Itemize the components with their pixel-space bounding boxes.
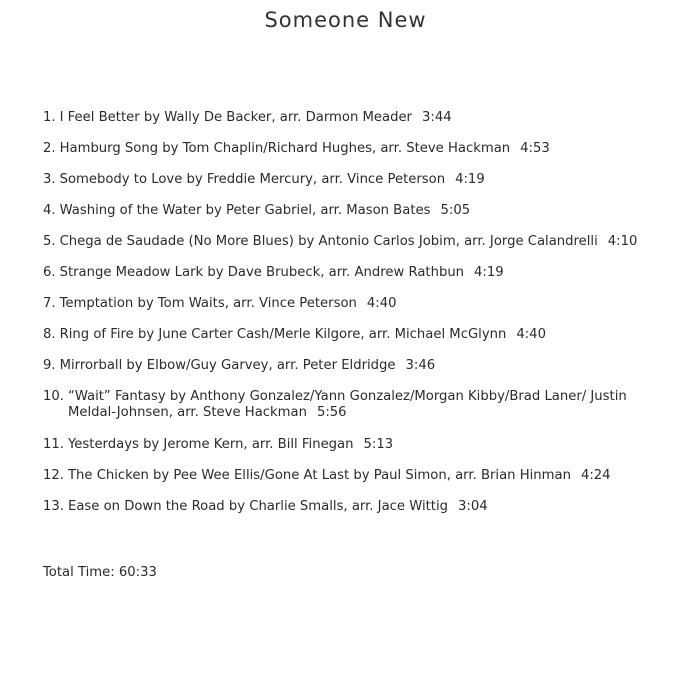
track-duration: 3:46 [405, 358, 436, 373]
track-number: 12. [43, 468, 64, 483]
track-item [43, 468, 683, 484]
track-duration: 4:40 [366, 296, 397, 311]
track-duration: 3:44 [421, 110, 452, 125]
track-number: 5. [43, 234, 56, 249]
album-title: Someone New [264, 8, 427, 32]
track-list [43, 110, 683, 530]
track-title: Ring of Fire by June Carter Cash/Merle Kilgore, arr. Michael McGlynn [59, 327, 507, 342]
track-number: 1. [43, 110, 56, 125]
track-item [43, 389, 683, 421]
track-title: I Feel Better by Wally De Backer, arr. Darmon Meader [59, 110, 412, 125]
track-title: Yesterdays by Jerome Kern, arr. Bill Finegan [67, 437, 354, 452]
track-number: 4. [43, 203, 56, 218]
track-title: Somebody to Love by Freddie Mercury, arr. Vince Peterson [59, 172, 446, 187]
track-item [43, 172, 683, 188]
track-duration: 4:19 [455, 172, 485, 187]
track-number: 10. [43, 389, 64, 404]
track-title: “Wait” Fantasy by Anthony Gonzalez/Yann Gonzalez/Morgan Kibby/Brad Laner/ Justin Meldal-Johnsen, arr. Steve Hackman [67, 389, 627, 420]
track-duration: 5:13 [363, 437, 394, 452]
total-time: Total Time: 60:33 [43, 565, 157, 580]
track-title: Strange Meadow Lark by Dave Brubeck, arr. Andrew Rathbun [59, 265, 465, 280]
track-number: 3. [43, 172, 56, 187]
track-title: Mirrorball by Elbow/Guy Garvey, arr. Peter Eldridge [59, 358, 396, 373]
track-title: Ease on Down the Road by Charlie Smalls, arr. Jace Wittig [67, 499, 448, 514]
track-number: 2. [43, 141, 56, 156]
track-item [43, 499, 683, 515]
track-title: Hamburg Song by Tom Chaplin/Richard Hughes, arr. Steve Hackman [59, 141, 511, 156]
track-duration: 5:05 [440, 203, 471, 218]
track-item [43, 296, 683, 312]
track-title: Temptation by Tom Waits, arr. Vince Peterson [59, 296, 357, 311]
track-duration: 4:24 [580, 468, 611, 483]
track-item [43, 437, 683, 453]
track-item [43, 358, 683, 374]
track-item [43, 203, 683, 219]
track-title: Washing of the Water by Peter Gabriel, arr. Mason Bates [59, 203, 431, 218]
track-item [43, 327, 683, 343]
track-title: The Chicken by Pee Wee Ellis/Gone At Last by Paul Simon, arr. Brian Hinman [67, 468, 571, 483]
track-number: 9. [43, 358, 56, 373]
track-item [43, 234, 683, 250]
track-number: 11. [43, 437, 64, 452]
track-duration: 3:04 [458, 499, 488, 514]
track-item [43, 110, 683, 126]
track-title: Chega de Saudade (No More Blues) by Antonio Carlos Jobim, arr. Jorge Calandrelli [59, 234, 598, 249]
track-item [43, 265, 683, 281]
track-duration: 4:19 [474, 265, 504, 280]
track-number: 8. [43, 327, 56, 342]
track-duration: 4:40 [516, 327, 546, 342]
track-duration: 5:56 [316, 405, 347, 420]
track-duration: 4:10 [607, 234, 638, 249]
track-number: 6. [43, 265, 56, 280]
track-duration: 4:53 [520, 141, 550, 156]
track-item [43, 141, 683, 157]
track-number: 7. [43, 296, 56, 311]
track-number: 13. [43, 499, 64, 514]
